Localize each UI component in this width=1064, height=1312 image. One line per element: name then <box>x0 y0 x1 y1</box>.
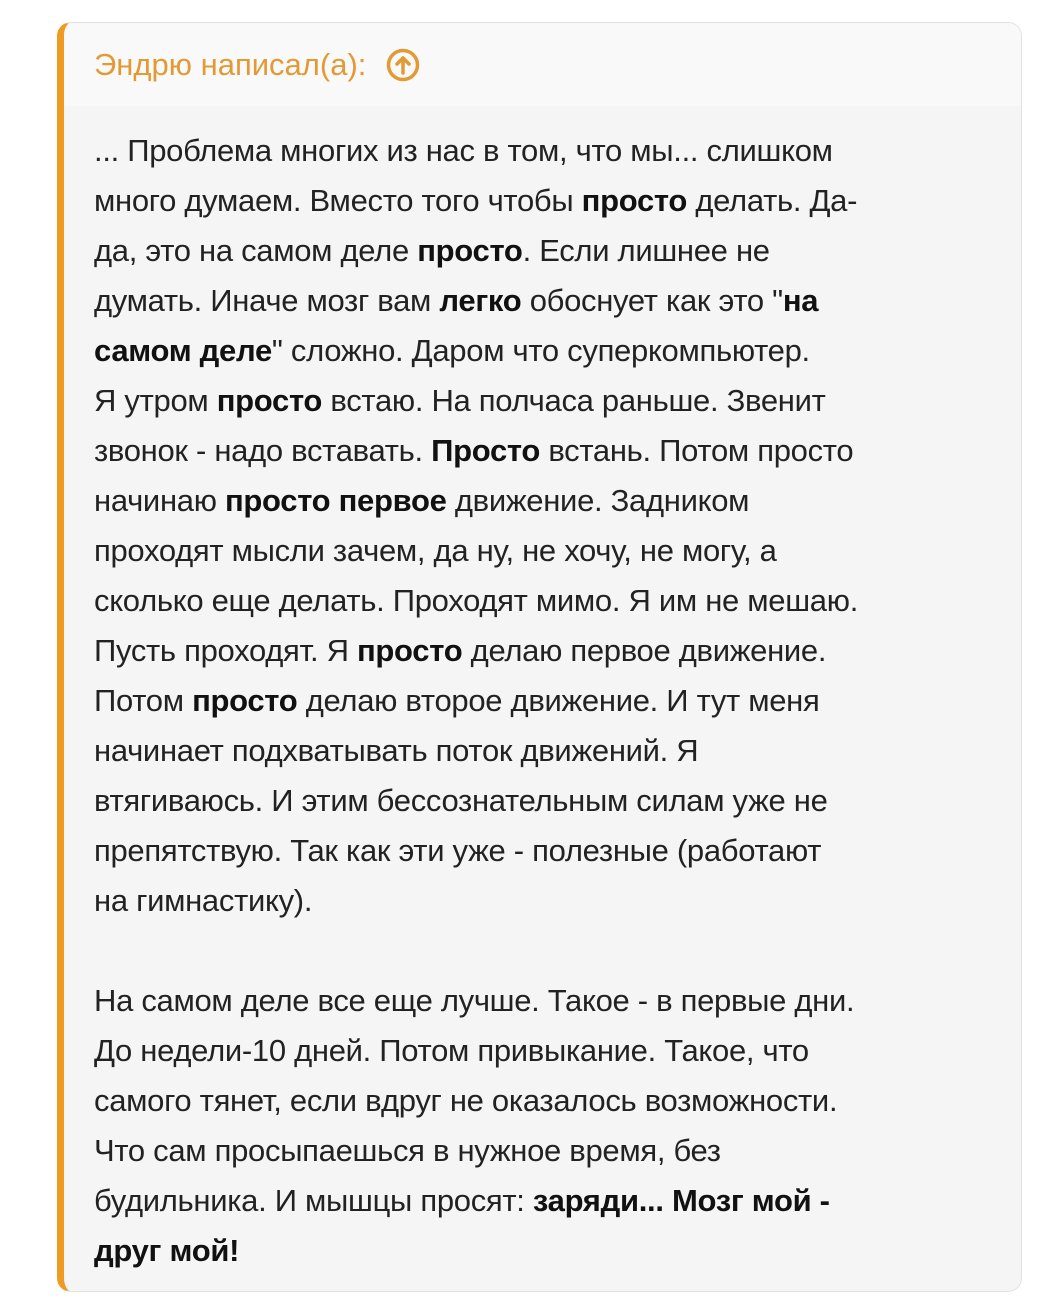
text-segment: встань. Потом просто <box>540 433 854 468</box>
bold-text: просто <box>581 183 688 218</box>
quote-header <box>64 23 1021 106</box>
text-segment: движение. Задником <box>446 483 750 518</box>
quote-line <box>94 526 1021 576</box>
quote-line <box>94 826 1021 876</box>
text-segment: ... Проблема многих из нас в том, что мы... слишком <box>94 133 833 168</box>
text-segment: проходят мысли зачем, да ну, не хочу, не могу, а <box>94 533 777 568</box>
text-segment: делаю второе движение. И тут меня <box>297 683 820 718</box>
quote-author: Эндрю написал(а): <box>94 46 367 82</box>
quote-line <box>94 876 1021 926</box>
text-segment: . Если лишнее не <box>522 233 770 268</box>
bold-text: просто <box>357 633 463 668</box>
bold-text: просто <box>417 233 523 268</box>
bold-text: на <box>782 283 819 318</box>
text-segment: делаю первое движение. <box>462 633 827 668</box>
text-segment: да, это на самом деле <box>94 233 418 268</box>
quote-line <box>94 426 1021 476</box>
quote-line <box>94 1126 1021 1176</box>
quote-block <box>57 22 1022 1292</box>
text-segment: На самом деле все еще лучше. Такое - в первые дни. <box>94 983 855 1018</box>
quote-line <box>94 626 1021 676</box>
bold-text: просто <box>216 383 323 418</box>
text-segment: втягиваюсь. И этим бессознательным силам уже не <box>94 783 828 818</box>
quote-body <box>64 106 1021 1276</box>
text-segment: " сложно. Даром что суперкомпьютер. <box>271 333 810 368</box>
text-segment: будильника. И мышцы просят: <box>94 1183 533 1218</box>
bold-text: Просто <box>431 433 541 468</box>
bold-text: просто первое <box>224 483 447 518</box>
text-segment: Что сам просыпаешься в нужное время, без <box>94 1133 721 1168</box>
quote-line <box>94 276 1021 326</box>
quote-line <box>94 1026 1021 1076</box>
text-segment: начинаю <box>94 483 225 518</box>
arrow-up-circle-icon[interactable] <box>386 48 420 82</box>
quote-line <box>94 1226 1021 1276</box>
text-segment: много думаем. Вместо того чтобы <box>94 183 582 218</box>
quote-line <box>94 476 1021 526</box>
text-segment: встаю. На полчаса раньше. Звенит <box>322 383 826 418</box>
quote-line <box>94 926 1021 976</box>
text-segment: думать. Иначе мозг вам <box>94 283 440 318</box>
text-segment: Потом <box>94 683 193 718</box>
quote-line <box>94 126 1021 176</box>
bold-text: заряди... Мозг мой - <box>532 1183 830 1218</box>
quote-line <box>94 326 1021 376</box>
text-segment: обоснует как это " <box>521 283 783 318</box>
text-segment: Я утром <box>94 383 217 418</box>
quote-line <box>94 726 1021 776</box>
bold-text: самом деле <box>94 333 272 368</box>
text-segment: препятствую. Так как эти уже - полезные (работают <box>94 833 822 868</box>
bold-text: легко <box>439 283 522 318</box>
text-segment: начинает подхватывать поток движений. Я <box>94 733 699 768</box>
text-segment: сколько еще делать. Проходят мимо. Я им не мешаю. <box>94 583 859 618</box>
quote-line <box>94 176 1021 226</box>
bold-text: просто <box>192 683 298 718</box>
bold-text: друг мой! <box>94 1233 240 1268</box>
quote-line <box>94 676 1021 726</box>
quote-line <box>94 976 1021 1026</box>
quote-line <box>94 576 1021 626</box>
text-segment: До недели-10 дней. Потом привыкание. Такое, что <box>94 1033 809 1068</box>
text-segment: звонок - надо вставать. <box>94 433 432 468</box>
text-segment: делать. Да- <box>687 183 858 218</box>
quote-line <box>94 1176 1021 1226</box>
quote-line <box>94 376 1021 426</box>
quote-line <box>94 226 1021 276</box>
quote-line <box>94 776 1021 826</box>
quote-line <box>94 1076 1021 1126</box>
text-segment: Пусть проходят. Я <box>94 633 357 668</box>
text-segment: самого тянет, если вдруг не оказалось возможности. <box>94 1083 838 1118</box>
text-segment: на гимнастику). <box>94 883 313 918</box>
